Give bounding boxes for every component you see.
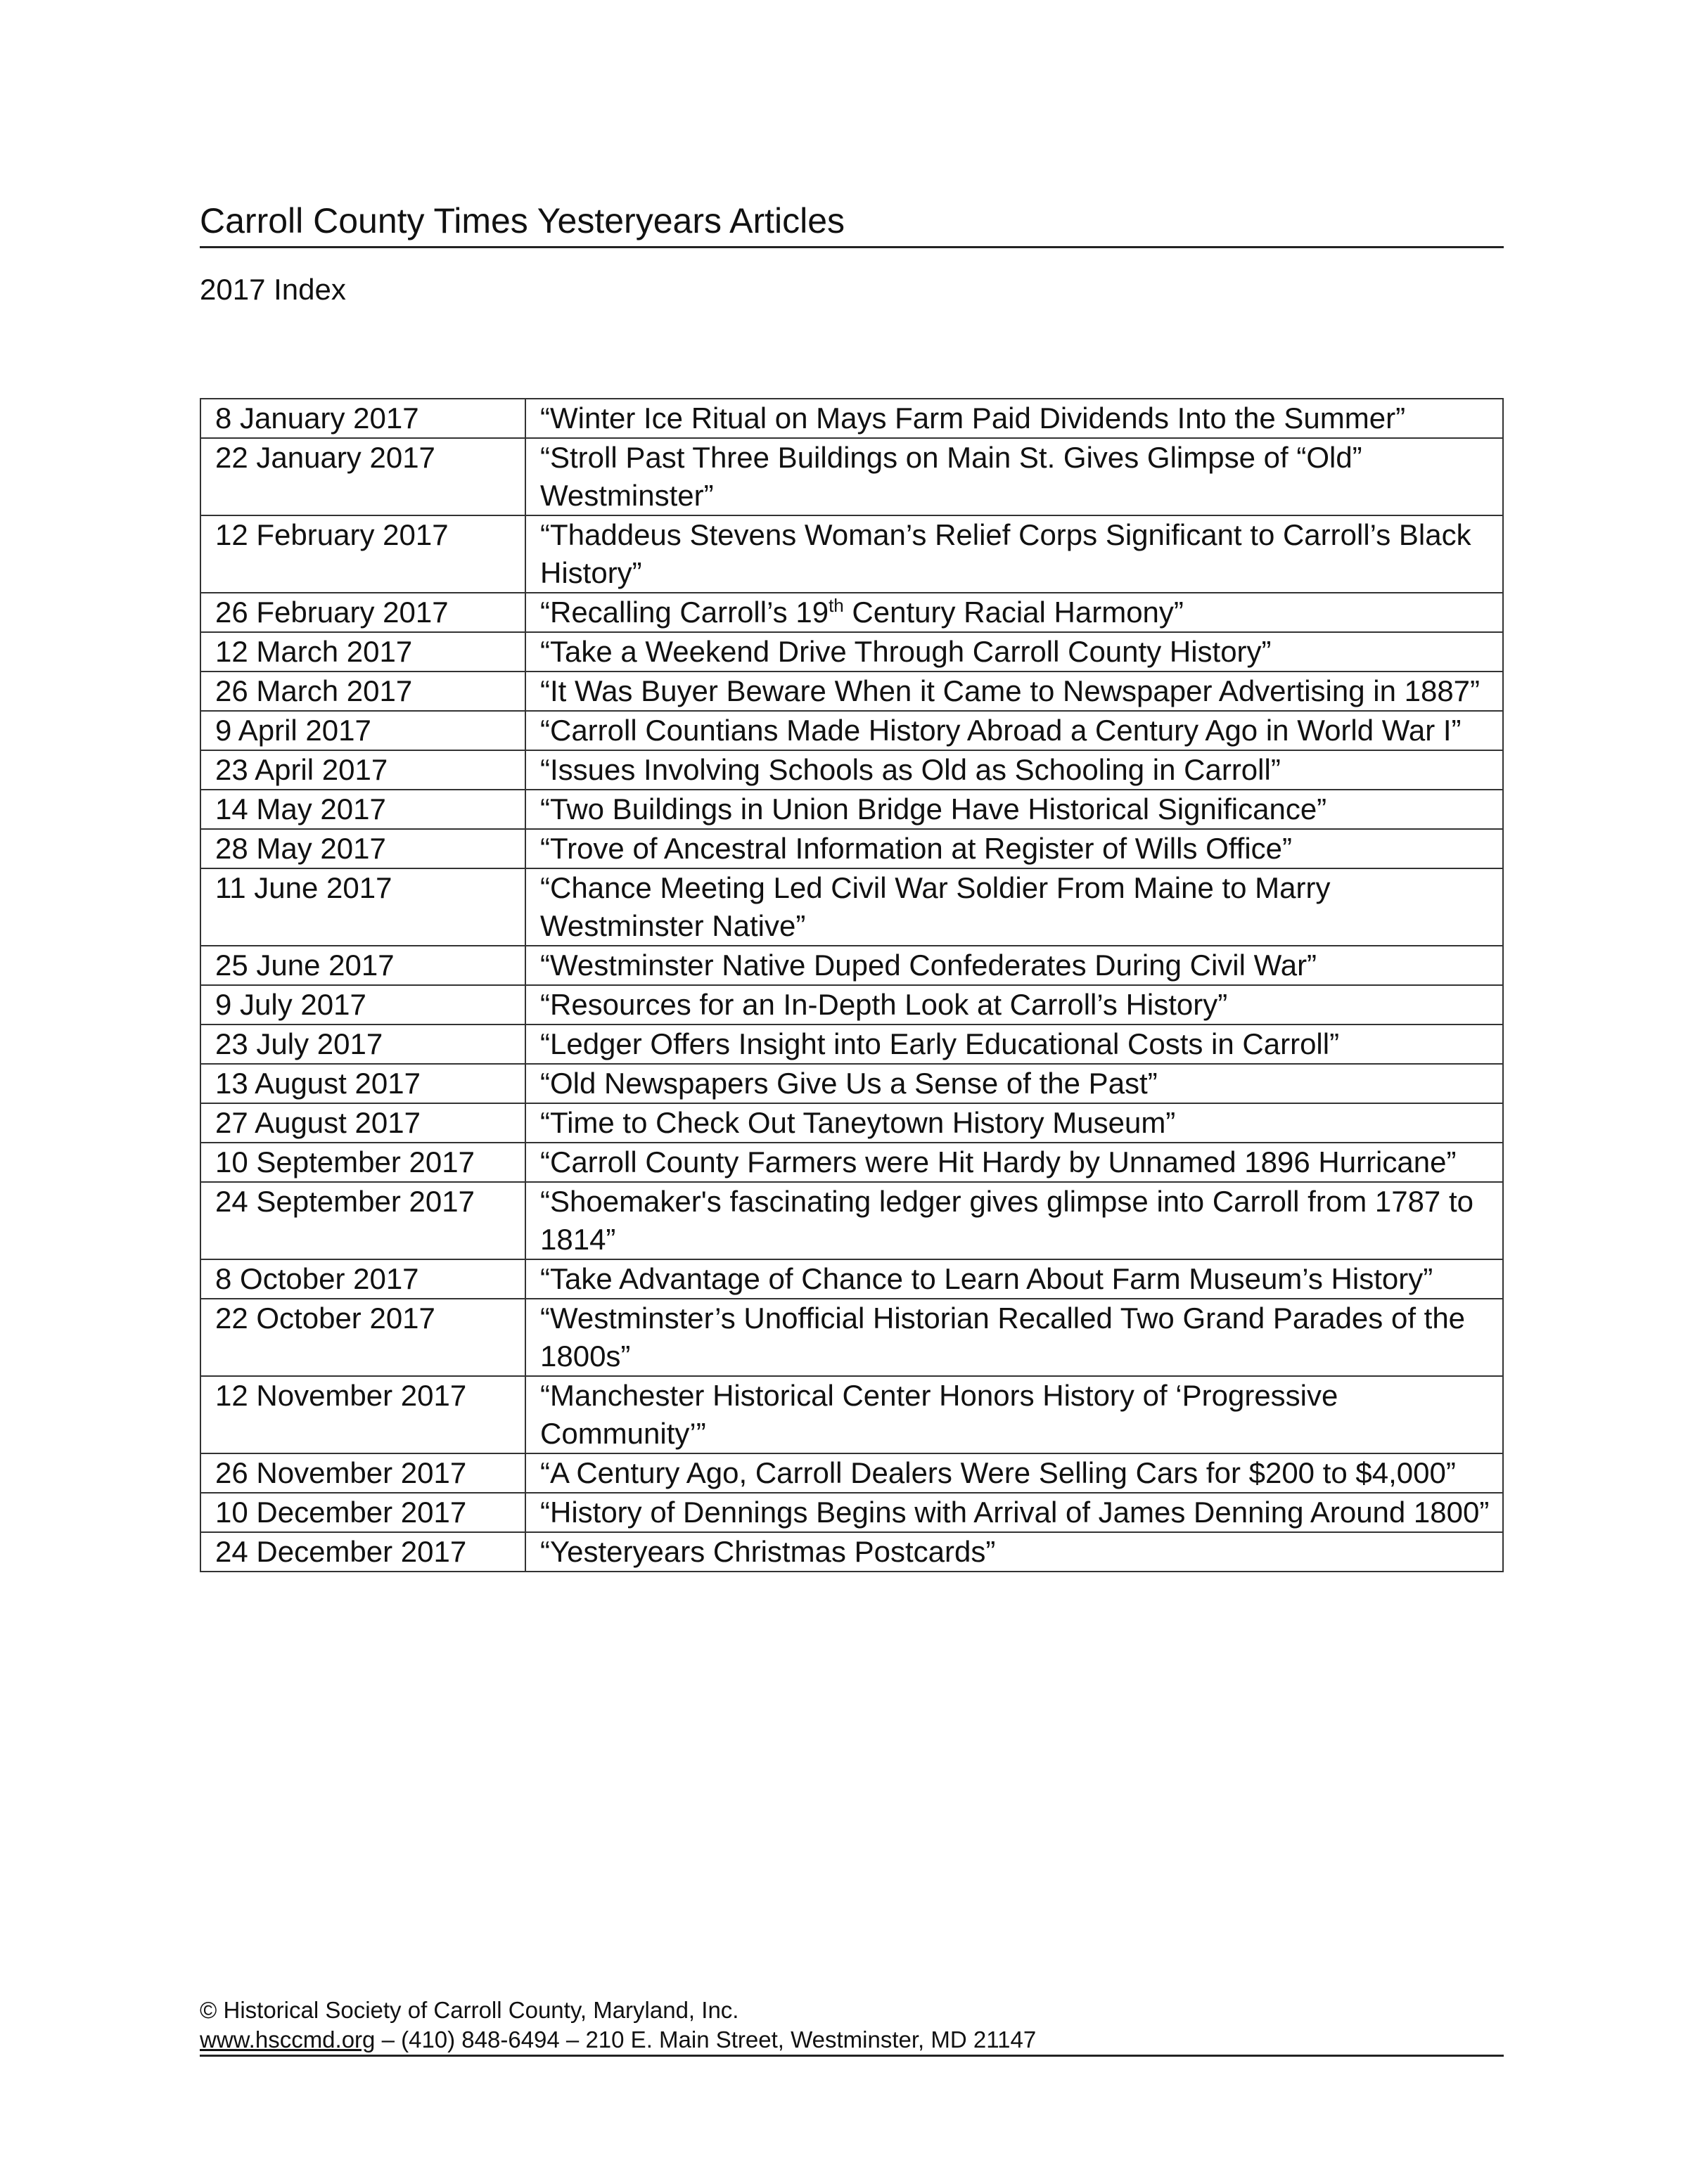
copyright-notice: © Historical Society of Carroll County, Maryland, Inc.: [200, 1997, 739, 2023]
table-row: [200, 1376, 1503, 1453]
article-date: 13 August 2017: [200, 1064, 525, 1103]
article-title: “Carroll County Farmers were Hit Hardy by Unnamed 1896 Hurricane”: [525, 1143, 1503, 1182]
article-title: “Time to Check Out Taneytown History Museum”: [525, 1103, 1503, 1143]
article-date: 24 December 2017: [200, 1532, 525, 1572]
article-title: “Chance Meeting Led Civil War Soldier From Maine to Marry Westminster Native”: [525, 868, 1503, 946]
article-date: 28 May 2017: [200, 829, 525, 868]
article-title: “Shoemaker's fascinating ledger gives glimpse into Carroll from 1787 to 1814”: [525, 1182, 1503, 1259]
article-date: 9 April 2017: [200, 711, 525, 750]
article-date: 27 August 2017: [200, 1103, 525, 1143]
table-row: [200, 1453, 1503, 1493]
table-row: [200, 1532, 1503, 1572]
table-row: [200, 1064, 1503, 1103]
table-row: [200, 1024, 1503, 1064]
index-year-subtitle: 2017 Index: [200, 273, 346, 306]
table-row: [200, 829, 1503, 868]
contact-details: – (410) 848-6494 – 210 E. Main Street, Westminster, MD 21147: [375, 2026, 1037, 2053]
article-title: “Trove of Ancestral Information at Register of Wills Office”: [525, 829, 1503, 868]
article-date: 10 December 2017: [200, 1493, 525, 1532]
article-title: “It Was Buyer Beware When it Came to Newspaper Advertising in 1887”: [525, 672, 1503, 711]
table-row: [200, 399, 1503, 438]
article-title: “Carroll Countians Made History Abroad a Century Ago in World War I”: [525, 711, 1503, 750]
article-title: “History of Dennings Begins with Arrival of James Denning Around 1800”: [525, 1493, 1503, 1532]
article-date: 22 October 2017: [200, 1299, 525, 1376]
table-row: [200, 672, 1503, 711]
table-row: [200, 790, 1503, 829]
article-date: 12 February 2017: [200, 515, 525, 593]
article-date: 8 October 2017: [200, 1259, 525, 1299]
article-title: “Two Buildings in Union Bridge Have Historical Significance”: [525, 790, 1503, 829]
article-date: 23 July 2017: [200, 1024, 525, 1064]
table-row: [200, 711, 1503, 750]
article-title: “Westminster Native Duped Confederates During Civil War”: [525, 946, 1503, 985]
table-row: [200, 1493, 1503, 1532]
website-link[interactable]: www.hsccmd.org: [200, 2026, 376, 2053]
table-row: [200, 868, 1503, 946]
ordinal-suffix: th: [829, 595, 844, 616]
page-footer: [200, 1996, 1504, 2057]
article-date: 24 September 2017: [200, 1182, 525, 1259]
article-date: 9 July 2017: [200, 985, 525, 1024]
article-title: “Winter Ice Ritual on Mays Farm Paid Dividends Into the Summer”: [525, 399, 1503, 438]
article-title: “Issues Involving Schools as Old as Schooling in Carroll”: [525, 750, 1503, 790]
article-date: 25 June 2017: [200, 946, 525, 985]
article-date: 22 January 2017: [200, 438, 525, 515]
table-row: [200, 985, 1503, 1024]
article-title: “Ledger Offers Insight into Early Educational Costs in Carroll”: [525, 1024, 1503, 1064]
article-title: “Take Advantage of Chance to Learn About Farm Museum’s History”: [525, 1259, 1503, 1299]
table-row: [200, 632, 1503, 672]
article-title: “Yesteryears Christmas Postcards”: [525, 1532, 1503, 1572]
article-index-table: [200, 398, 1504, 1572]
article-date: 8 January 2017: [200, 399, 525, 438]
contact-line: [200, 2025, 1504, 2057]
article-date: 12 November 2017: [200, 1376, 525, 1453]
article-date: 10 September 2017: [200, 1143, 525, 1182]
table-row: [200, 593, 1503, 632]
article-title-part: Century Racial Harmony”: [843, 596, 1184, 629]
article-title: “Take a Weekend Drive Through Carroll County History”: [525, 632, 1503, 672]
article-date: 26 March 2017: [200, 672, 525, 711]
article-date: 11 June 2017: [200, 868, 525, 946]
table-row: [200, 1182, 1503, 1259]
article-title: [525, 593, 1503, 632]
table-row: [200, 1143, 1503, 1182]
table-row: [200, 1103, 1503, 1143]
table-row: [200, 946, 1503, 985]
article-title: “A Century Ago, Carroll Dealers Were Selling Cars for $200 to $4,000”: [525, 1453, 1503, 1493]
article-title: “Westminster’s Unofficial Historian Recalled Two Grand Parades of the 1800s”: [525, 1299, 1503, 1376]
table-row: [200, 750, 1503, 790]
article-title: “Resources for an In-Depth Look at Carroll’s History”: [525, 985, 1503, 1024]
table-row: [200, 1299, 1503, 1376]
article-index-body: [200, 399, 1503, 1572]
page-title: Carroll County Times Yesteryears Articles: [200, 198, 1504, 248]
article-title: “Thaddeus Stevens Woman’s Relief Corps Significant to Carroll’s Black History”: [525, 515, 1503, 593]
table-row: [200, 438, 1503, 515]
article-date: 23 April 2017: [200, 750, 525, 790]
article-date: 26 February 2017: [200, 593, 525, 632]
article-title: “Stroll Past Three Buildings on Main St. Gives Glimpse of “Old” Westminster”: [525, 438, 1503, 515]
article-title: “Old Newspapers Give Us a Sense of the Past”: [525, 1064, 1503, 1103]
article-date: 14 May 2017: [200, 790, 525, 829]
table-row: [200, 515, 1503, 593]
article-date: 12 March 2017: [200, 632, 525, 672]
table-row: [200, 1259, 1503, 1299]
article-title: “Manchester Historical Center Honors History of ‘Progressive Community’”: [525, 1376, 1503, 1453]
article-title-part: “Recalling Carroll’s 19: [540, 596, 829, 629]
article-date: 26 November 2017: [200, 1453, 525, 1493]
